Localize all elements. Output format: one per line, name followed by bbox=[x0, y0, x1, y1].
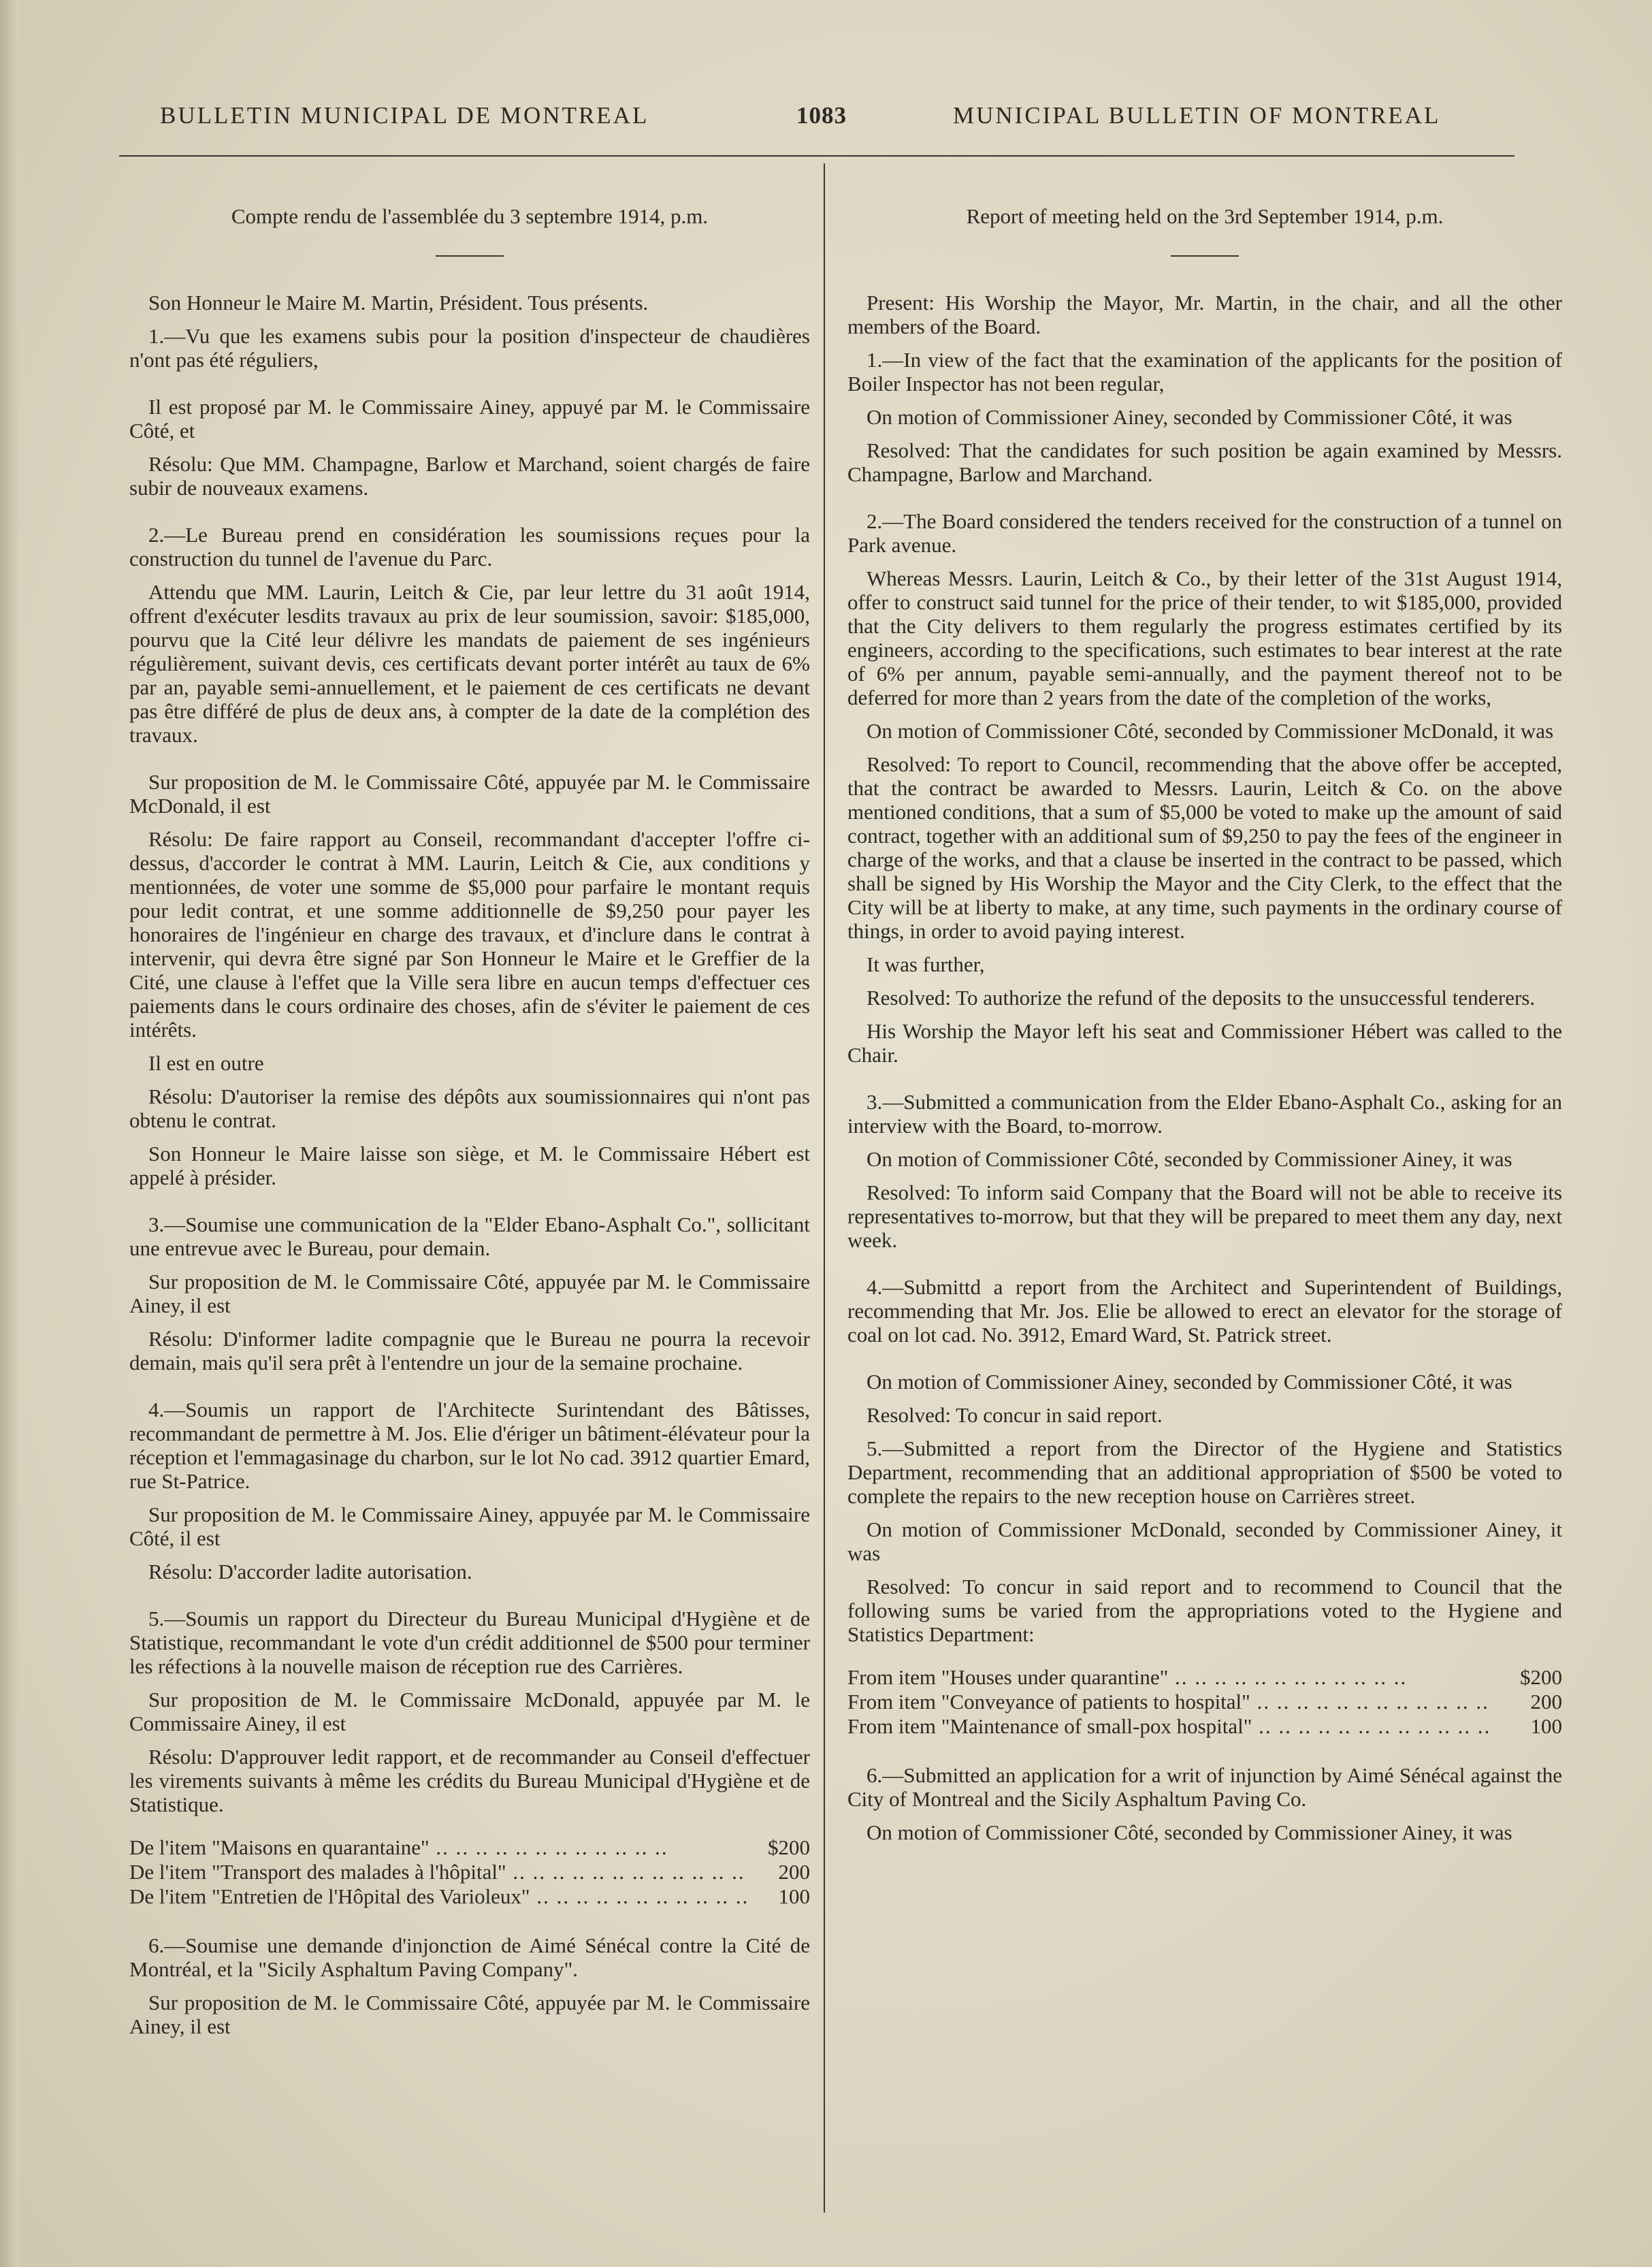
paragraph: Resolved: To inform said Company that the Board will not be able to receive its representatives to-morrow, but that they will be prepared to meet them any day, next week. bbox=[847, 1180, 1562, 1252]
list-item bbox=[129, 1835, 810, 1860]
paragraph: 3.—Soumise une communication de la "Elder Ebano-Asphalt Co.", sollicitant une entrevue avec le Bureau, pour demain. bbox=[129, 1212, 810, 1260]
paragraph: On motion of Commissioner Côté, seconded by Commissioner McDonald, it was bbox=[867, 719, 1554, 743]
paragraph: On motion of Commissioner Côté, seconded by Commissioner Ainey, it was bbox=[867, 1147, 1512, 1171]
paragraph: Resolved: To report to Council, recommending that the above offer be accepted, that the contract be awarded to Messrs. Laurin, Leitch & Co. on the above mentioned conditions, that a sum of $5,000 be voted to make up the amount of said contract, together with an additional sum of $9,250 to pay the fees of the engineer in charge of the works, and that a clause be inserted in the contract to be passed, which shall be signed by His Worship the Mayor and the City Clerk, to the effect that the City will be at liberty to make, at any time, such payments in the ordinary course of things, in order to avoid paying interest. bbox=[847, 752, 1562, 943]
list-item bbox=[129, 1884, 810, 1909]
paragraph: Sur proposition de M. le Commissaire Côté, appuyée par M. le Commissaire McDonald, il est bbox=[129, 770, 810, 818]
transfer-list bbox=[847, 1665, 1562, 1739]
paragraph: 5.—Submitted a report from the Director of the Hygiene and Statistics Department, recommending that an additional appropriation of $500 be voted to complete the repairs to the new reception house on Carrières street. bbox=[847, 1436, 1562, 1508]
item-label: De l'item "Maisons en quarantaine" .. .. bbox=[129, 1835, 749, 1860]
paragraph: Résolu: D'approuver ledit rapport, et de recommander au Conseil d'effectuer les virements suivants à même les crédits du Bureau Municipal d'Hygiène et de Statistique. bbox=[129, 1745, 810, 1816]
paragraph: 5.—Soumis un rapport du Directeur du Bureau Municipal d'Hygiène et de Statistique, recommandant le vote d'un crédit additionnel de $500 pour terminer les réfections à la nouvelle maison de réception rue des Carrières. bbox=[129, 1607, 810, 1678]
english-column bbox=[847, 204, 1562, 1854]
paragraph: 2.—Le Bureau prend en considération les soumissions reçues pour la construction du tunnel de l'avenue du Parc. bbox=[129, 523, 810, 570]
paragraph: Present: His Worship the Mayor, Mr. Martin, in the chair, and all the other members of the Board. bbox=[847, 291, 1562, 338]
column-divider bbox=[824, 163, 825, 2213]
page-number: 1083 bbox=[796, 102, 847, 129]
paragraph: 6.—Submitted an application for a writ of injunction by Aimé Sénécal against the City of Montreal and the Sicily Asphaltum Paving Co. bbox=[847, 1763, 1562, 1811]
paragraph: 4.—Soumis un rapport de l'Architecte Surintendant des Bâtisses, recommandant de permettre à M. Jos. Elie d'ériger un bâtiment-élévateur pour la réception et l'emmagasinage du charbon, sur le lot No cad. 3912 quartier Emard, rue St-Patrice. bbox=[129, 1398, 810, 1493]
item-amount: 200 bbox=[778, 1860, 810, 1884]
header-rule bbox=[119, 155, 1515, 157]
paragraph: Résolu: D'informer ladite compagnie que le Bureau ne pourra la recevoir demain, mais qu'il sera prêt à l'entendre un jour de la semaine prochaine. bbox=[129, 1327, 810, 1374]
transfer-list bbox=[129, 1835, 810, 1909]
paragraph: His Worship the Mayor left his seat and Commissioner Hébert was called to the Chair. bbox=[847, 1019, 1562, 1067]
item-amount: 200 bbox=[1530, 1690, 1562, 1714]
item-label: From item "Conveyance of patients to hospital" .. .. bbox=[847, 1690, 1501, 1714]
paragraph: 6.—Soumise une demande d'injonction de Aimé Sénécal contre la Cité de Montréal, et la "Sicily Asphaltum Paving Company". bbox=[129, 1933, 810, 1981]
header-title-english: MUNICIPAL BULLETIN OF MONTREAL bbox=[953, 102, 1441, 129]
paragraph: Sur proposition de M. le Commissaire McDonald, appuyée par M. le Commissaire Ainey, il est bbox=[129, 1688, 810, 1735]
paragraph: Sur proposition de M. le Commissaire Côté, appuyée par M. le Commissaire Ainey, il est bbox=[129, 1270, 810, 1317]
paragraph: Sur proposition de M. le Commissaire Côté, appuyée par M. le Commissaire Ainey, il est bbox=[129, 1991, 810, 2038]
french-title: Compte rendu de l'assemblée du 3 septembre 1914, p.m. bbox=[231, 204, 709, 228]
paragraph: Resolved: To concur in said report and to recommend to Council that the following sums be varied from the appropriations voted to the Hygiene and Statistics Department: bbox=[847, 1575, 1562, 1646]
paragraph: Son Honneur le Maire M. Martin, Président. Tous présents. bbox=[148, 291, 649, 315]
paragraph: Résolu: De faire rapport au Conseil, recommandant d'accepter l'offre ci-dessus, d'accorder le contrat à MM. Laurin, Leitch & Cie, aux conditions y mentionnées, de voter une somme de $5,000 pour parfaire le montant requis pour ledit contrat, et une somme additionnelle de $9,250 pour payer les honoraires de l'ingénieur en charge des travaux, et d'inclure dans le contrat à intervenir, qui devra être signé par Son Honneur le Maire et le Greffier de la Cité, une clause à l'effet que la Ville sera libre en aucun temps d'effectuer ces paiements dans le cours ordinaire des choses, afin de s'éviter le paiement de ces intérêts. bbox=[129, 827, 810, 1042]
item-amount: $200 bbox=[1520, 1665, 1562, 1689]
paragraph: Resolved: To authorize the refund of the deposits to the unsuccessful tenderers. bbox=[867, 986, 1536, 1010]
paragraph: On motion of Commissioner McDonald, seconded by Commissioner Ainey, it was bbox=[847, 1517, 1562, 1565]
paragraph: 2.—The Board considered the tenders received for the construction of a tunnel on Park avenue. bbox=[847, 509, 1562, 557]
paragraph: Whereas Messrs. Laurin, Leitch & Co., by their letter of the 31st August 1914, offer to construct said tunnel for the price of their tender, to wit $185,000, provided that the City delivers to them regularly the progress estimates certified by its engineers, according to the specifications, such estimates to bear interest at the rate of 6% per annum, payable semi-annually, and the payment thereof not to be deferred for more than 2 years from the date of the completion of the works, bbox=[847, 566, 1562, 709]
paragraph: On motion of Commissioner Ainey, seconded by Commissioner Côté, it was bbox=[867, 405, 1512, 429]
english-title: Report of meeting held on the 3rd September 1914, p.m. bbox=[966, 204, 1444, 228]
paragraph: 4.—Submittd a report from the Architect and Superintendent of Buildings, recommending that Mr. Jos. Elie be allowed to erect an elevator for the storage of coal on lot cad. No. 3912, Emard Ward, St. Patrick street. bbox=[847, 1275, 1562, 1347]
paragraph: Il est proposé par M. le Commissaire Ainey, appuyé par M. le Commissaire Côté, et bbox=[129, 395, 810, 443]
paragraph: Son Honneur le Maire laisse son siège, et M. le Commissaire Hébert est appelé à présider. bbox=[129, 1142, 810, 1189]
paragraph: On motion of Commissioner Ainey, seconded by Commissioner Côté, it was bbox=[867, 1370, 1512, 1394]
paragraph: Attendu que MM. Laurin, Leitch & Cie, par leur lettre du 31 août 1914, offrent d'exécuter lesdits travaux au prix de leur soumission, savoir: $185,000, pourvu que la Cité leur délivre les mandats de paiement de ses ingénieurs régulièrement, suivant devis, ces certificats devant porter intérêt au taux de 6% par an, payable semi-annuellement, et le paiement de ces certificats ne devant pas être différé de plus de deux ans, à compter de la date de la complétion des travaux. bbox=[129, 580, 810, 747]
paragraph: Résolu: D'autoriser la remise des dépôts aux soumissionnaires qui n'ont pas obtenu le contrat. bbox=[129, 1084, 810, 1132]
paragraph: Il est en outre bbox=[148, 1051, 264, 1075]
paragraph: 1.—Vu que les examens subis pour la position d'inspecteur de chaudières n'ont pas été réguliers, bbox=[129, 324, 810, 372]
page-edge bbox=[0, 0, 19, 2267]
paragraph: 1.—In view of the fact that the examination of the applicants for the position of Boiler Inspector has not been regular, bbox=[847, 348, 1562, 396]
paragraph: 3.—Submitted a communication from the Elder Ebano-Asphalt Co., asking for an interview with the Board, to-morrow. bbox=[847, 1090, 1562, 1138]
header-title-french: BULLETIN MUNICIPAL DE MONTREAL bbox=[160, 102, 649, 129]
item-amount: $200 bbox=[768, 1835, 810, 1859]
paragraph: Resolved: That the candidates for such position be again examined by Messrs. Champagne, Barlow and Marchand. bbox=[847, 438, 1562, 486]
item-label: From item "Houses under quarantine" .. .. bbox=[847, 1665, 1501, 1690]
list-item bbox=[129, 1860, 810, 1884]
paragraph: Resolved: To concur in said report. bbox=[867, 1403, 1163, 1427]
item-amount: 100 bbox=[778, 1884, 810, 1908]
french-column bbox=[129, 204, 810, 2048]
item-label: De l'item "Entretien de l'Hôpital des Varioleux" .. .. bbox=[129, 1884, 749, 1909]
list-item bbox=[847, 1714, 1562, 1739]
paragraph: Sur proposition de M. le Commissaire Ainey, appuyée par M. le Commissaire Côté, il est bbox=[129, 1502, 810, 1550]
paragraph: Résolu: D'accorder ladite autorisation. bbox=[148, 1560, 472, 1583]
list-item bbox=[847, 1665, 1562, 1690]
item-amount: 100 bbox=[1530, 1714, 1562, 1738]
list-item bbox=[847, 1690, 1562, 1714]
paragraph: It was further, bbox=[867, 952, 985, 976]
title-separator bbox=[436, 255, 504, 257]
title-separator bbox=[1171, 255, 1239, 257]
paragraph: On motion of Commissioner Côté, seconded by Commissioner Ainey, it was bbox=[867, 1820, 1512, 1844]
paragraph: Résolu: Que MM. Champagne, Barlow et Marchand, soient chargés de faire subir de nouveaux examens. bbox=[129, 452, 810, 500]
item-label: De l'item "Transport des malades à l'hôpital" .. .. bbox=[129, 1860, 749, 1884]
item-label: From item "Maintenance of small-pox hospital" .. .. bbox=[847, 1714, 1501, 1739]
